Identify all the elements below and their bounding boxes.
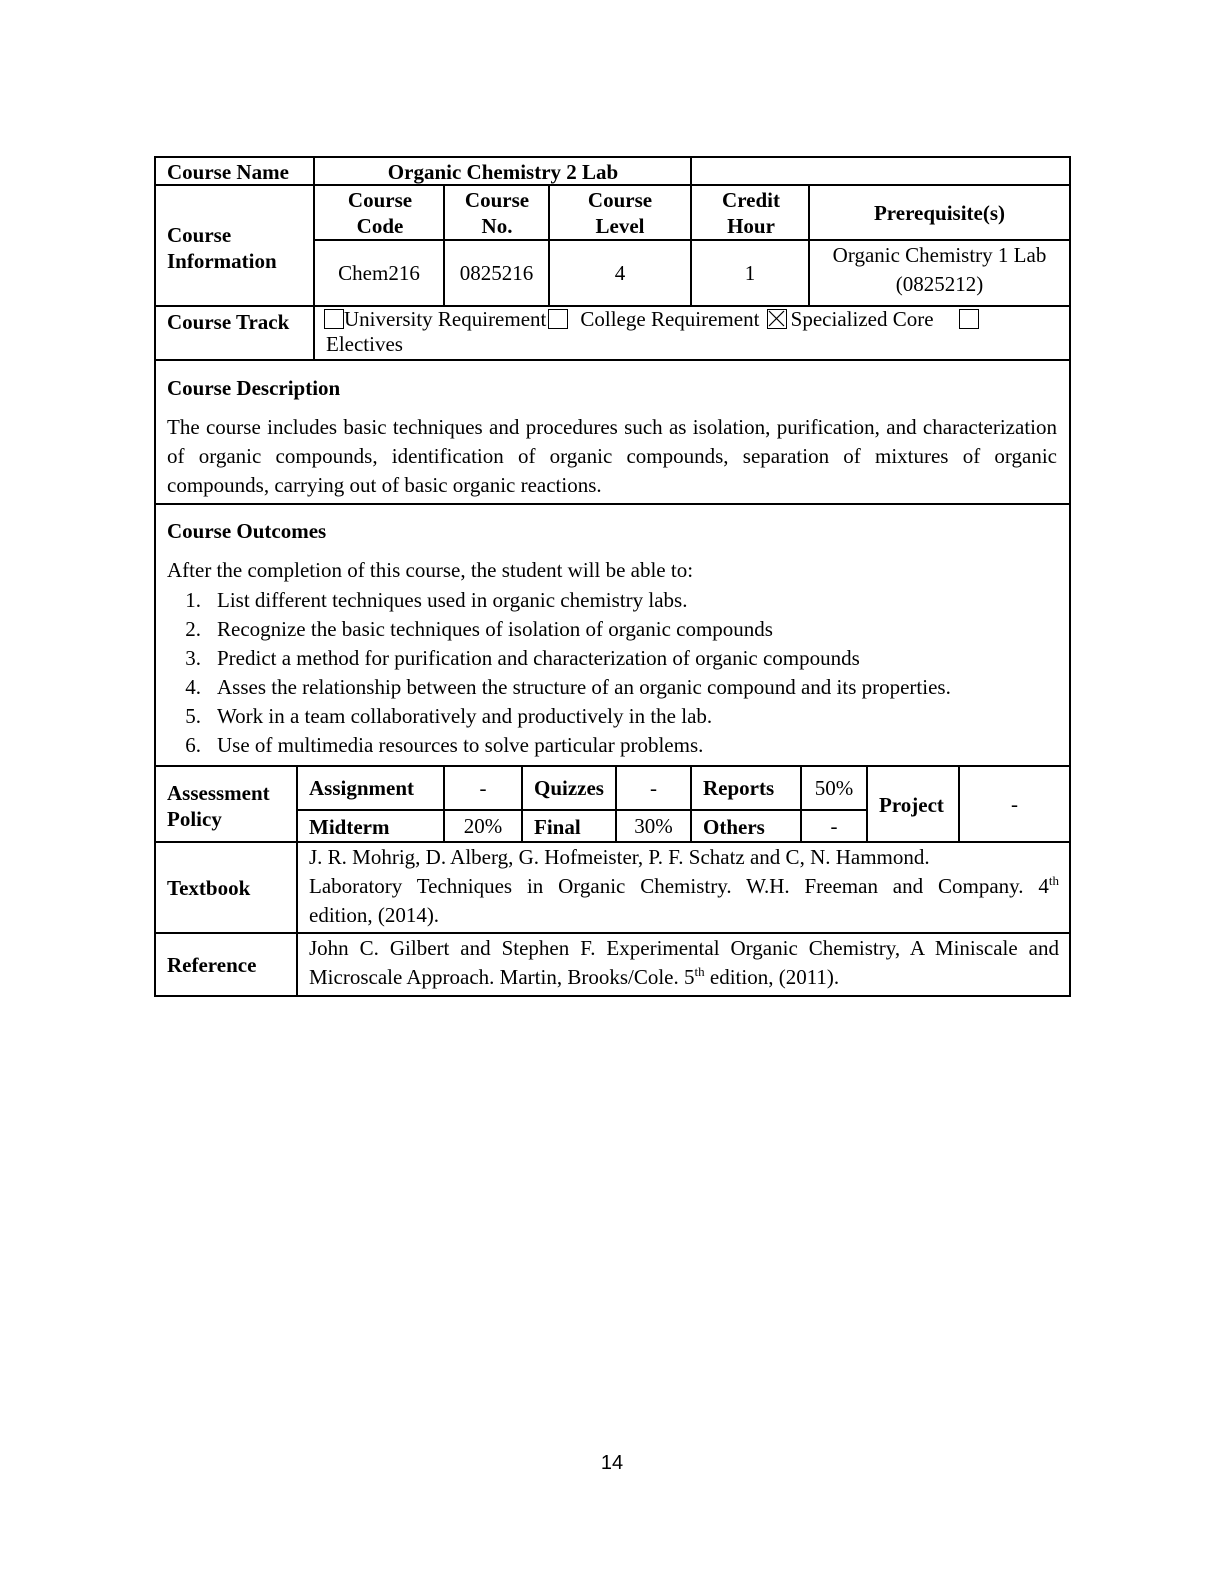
course-information-label: Course Information bbox=[167, 223, 277, 273]
page-number: 14 bbox=[600, 1452, 624, 1474]
outcome-item bbox=[157, 644, 1057, 673]
quizzes-label: Quizzes bbox=[534, 776, 604, 800]
outcome-text: Predict a method for purification and characterization of organic compounds bbox=[217, 646, 860, 670]
outcome-item bbox=[157, 586, 1057, 615]
outcome-text: Asses the relationship between the structure of an organic compound and its properties. bbox=[217, 675, 951, 699]
textbook-label: Textbook bbox=[167, 876, 251, 900]
divider bbox=[156, 503, 1069, 505]
reference-label: Reference bbox=[167, 952, 257, 977]
outcome-text: List different techniques used in organic chemistry labs. bbox=[217, 588, 688, 612]
value-course-no: 0825216 bbox=[459, 261, 534, 285]
reference-text bbox=[309, 934, 1059, 992]
description-title: Course Description bbox=[167, 376, 341, 400]
header-course-level: Course Level bbox=[587, 188, 653, 238]
quizzes-value: - bbox=[650, 775, 657, 800]
outcome-text: Use of multimedia resources to solve particular problems. bbox=[217, 733, 704, 757]
checkbox-university[interactable] bbox=[324, 309, 344, 329]
textbook-line-2: Laboratory Techniques in Organic Chemistry. W.H. Freeman and Company. 4th bbox=[309, 873, 1059, 898]
option-electives: Electives bbox=[326, 332, 403, 356]
assignment-label: Assignment bbox=[309, 776, 415, 800]
others-value: - bbox=[830, 814, 838, 838]
checkbox-college[interactable] bbox=[548, 309, 568, 329]
assessment-label: Assessment Policy bbox=[167, 781, 270, 831]
option-college: College Requirement bbox=[580, 307, 760, 331]
outcome-number: 1. bbox=[185, 588, 201, 612]
textbook-line-1: J. R. Mohrig, D. Alberg, G. Hofmeister, P. F. Schatz and C, N. Hammond. bbox=[309, 845, 930, 869]
course-track-label: Course Track bbox=[167, 310, 290, 334]
outcome-number: 6. bbox=[185, 733, 201, 757]
others-label: Others bbox=[703, 814, 765, 839]
project-value: - bbox=[1011, 792, 1018, 816]
textbook-text bbox=[309, 843, 1059, 930]
value-prerequisites bbox=[810, 241, 1069, 306]
outcome-number: 5. bbox=[185, 704, 201, 728]
outcome-number: 2. bbox=[185, 617, 201, 641]
checkbox-specialized[interactable] bbox=[767, 309, 787, 329]
outcome-item bbox=[157, 615, 1057, 644]
textbook-line-3: edition, (2014). bbox=[309, 903, 440, 927]
outcomes-intro: After the completion of this course, the student will be able to: bbox=[167, 558, 694, 582]
outcome-text: Recognize the basic techniques of isolation of organic compounds bbox=[217, 617, 773, 641]
outcome-item bbox=[157, 702, 1057, 731]
value-credit-hour: 1 bbox=[744, 261, 756, 285]
midterm-label: Midterm bbox=[309, 814, 390, 839]
course-track-row bbox=[324, 307, 1064, 332]
divider bbox=[156, 359, 1069, 361]
description-text: The course includes basic techniques and procedures such as isolation, purification, and characterization of organic compounds, identification of organic compounds, separation of mixtures of organic compounds, carrying out of basic organic reactions. bbox=[167, 415, 1057, 497]
reference-line-1: John C. Gilbert and Stephen F. Experimental Organic Chemistry, A Miniscale and bbox=[309, 936, 1059, 960]
reference-line-2: Microscale Approach. Martin, Brooks/Cole. 5th edition, (2011). bbox=[309, 964, 840, 989]
header-course-code: Course Code bbox=[347, 188, 413, 238]
midterm-value: 20% bbox=[463, 814, 503, 838]
outcome-item bbox=[157, 731, 1057, 760]
value-course-code: Chem216 bbox=[338, 261, 420, 285]
reports-value: 50% bbox=[814, 775, 854, 800]
outcomes-list bbox=[157, 586, 1057, 760]
outcome-number: 4. bbox=[185, 675, 201, 699]
course-name-value: Organic Chemistry 2 Lab bbox=[387, 159, 619, 184]
header-course-no: Course No. bbox=[464, 188, 530, 238]
course-name-label: Course Name bbox=[167, 159, 289, 184]
header-prerequisites: Prerequisite(s) bbox=[873, 201, 1006, 225]
course-track-options bbox=[324, 307, 1064, 357]
outcome-text: Work in a team collaboratively and productively in the lab. bbox=[217, 704, 713, 728]
project-label: Project bbox=[879, 792, 944, 817]
option-specialized: Specialized Core bbox=[790, 307, 934, 331]
divider bbox=[156, 184, 1069, 186]
option-university: University Requirement bbox=[344, 307, 547, 331]
assignment-value: - bbox=[479, 775, 487, 800]
prereq-line-2: (0825212) bbox=[895, 272, 984, 296]
outcomes-title: Course Outcomes bbox=[167, 519, 327, 543]
reports-label: Reports bbox=[703, 776, 775, 800]
final-label: Final bbox=[534, 814, 581, 839]
header-credit-hour: Credit Hour bbox=[722, 188, 780, 238]
check-x-icon bbox=[768, 310, 785, 327]
prereq-line-1: Organic Chemistry 1 Lab bbox=[832, 243, 1047, 267]
value-course-level: 4 bbox=[614, 261, 626, 285]
checkbox-electives[interactable] bbox=[959, 309, 979, 329]
final-value: 30% bbox=[634, 814, 673, 838]
outcome-number: 3. bbox=[185, 646, 201, 670]
outcome-item bbox=[157, 673, 1057, 702]
